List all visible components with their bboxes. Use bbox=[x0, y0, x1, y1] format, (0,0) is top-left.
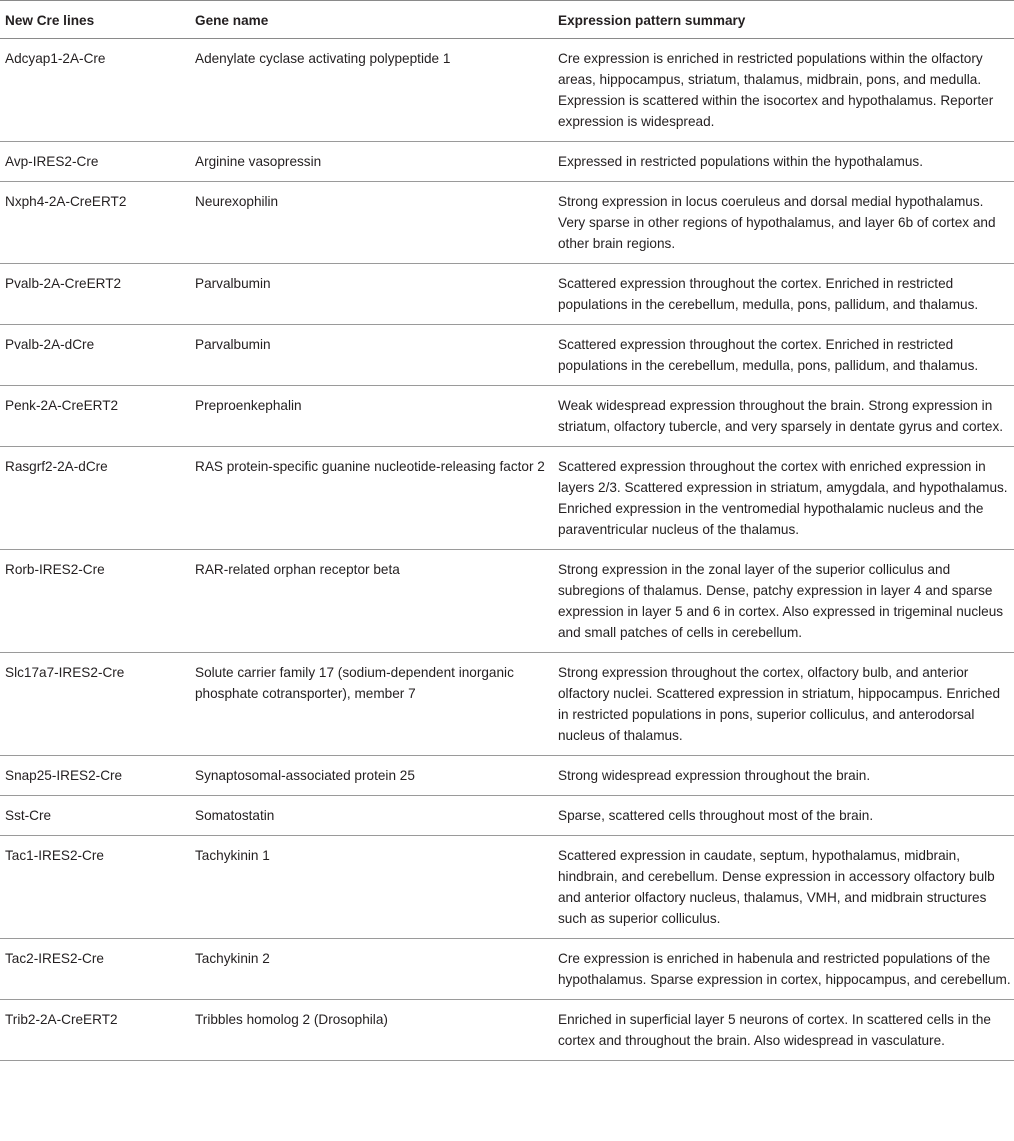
cell-expression-summary: Strong widespread expression throughout the brain. bbox=[553, 756, 1014, 796]
table-row bbox=[0, 939, 1014, 1000]
cell-cre-line: Avp-IRES2-Cre bbox=[0, 142, 190, 182]
cell-expression-summary: Scattered expression throughout the cortex. Enriched in restricted populations in the cerebellum, medulla, pons, pallidum, and thalamus. bbox=[553, 325, 1014, 386]
cell-gene-name: RAS protein-specific guanine nucleotide-releasing factor 2 bbox=[190, 447, 553, 550]
table-row bbox=[0, 447, 1014, 550]
cell-gene-name: Somatostatin bbox=[190, 796, 553, 836]
table-row bbox=[0, 325, 1014, 386]
header-expression-summary: Expression pattern summary bbox=[553, 1, 1014, 39]
table-row bbox=[0, 836, 1014, 939]
header-row bbox=[0, 1, 1014, 39]
cell-gene-name: Solute carrier family 17 (sodium-dependent inorganic phosphate cotransporter), member 7 bbox=[190, 653, 553, 756]
cell-expression-summary: Cre expression is enriched in restricted populations within the olfactory areas, hippocampus, striatum, thalamus, midbrain, pons, and medulla. Expression is scattered within the isocortex and hypothalamus. Reporter expression is widespread. bbox=[553, 39, 1014, 142]
table-row bbox=[0, 142, 1014, 182]
cell-expression-summary: Strong expression in locus coeruleus and dorsal medial hypothalamus. Very sparse in other regions of hypothalamus, and layer 6b of cortex and other brain regions. bbox=[553, 182, 1014, 264]
cell-expression-summary: Strong expression in the zonal layer of the superior colliculus and subregions of thalamus. Dense, patchy expression in layer 4 and sparse expression in layer 5 and 6 in cortex. Also expressed in trigeminal nucleus and small patches of cells in cerebellum. bbox=[553, 550, 1014, 653]
cell-gene-name: Tachykinin 2 bbox=[190, 939, 553, 1000]
table-header bbox=[0, 1, 1014, 39]
cell-gene-name: Neurexophilin bbox=[190, 182, 553, 264]
cell-gene-name: Tribbles homolog 2 (Drosophila) bbox=[190, 1000, 553, 1061]
cell-gene-name: Parvalbumin bbox=[190, 325, 553, 386]
cell-gene-name: Adenylate cyclase activating polypeptide 1 bbox=[190, 39, 553, 142]
table-row bbox=[0, 653, 1014, 756]
table-body bbox=[0, 39, 1014, 1061]
header-cre-line: New Cre lines bbox=[0, 1, 190, 39]
table-row bbox=[0, 264, 1014, 325]
header-gene-name: Gene name bbox=[190, 1, 553, 39]
cell-expression-summary: Cre expression is enriched in habenula and restricted populations of the hypothalamus. Sparse expression in cortex, hippocampus, and cerebellum. bbox=[553, 939, 1014, 1000]
cell-expression-summary: Scattered expression in caudate, septum, hypothalamus, midbrain, hindbrain, and cerebellum. Dense expression in accessory olfactory bulb and anterior olfactory nucleus, thalamus, VMH, and midbrain structures such as superior colliculus. bbox=[553, 836, 1014, 939]
table-row bbox=[0, 39, 1014, 142]
cell-expression-summary: Weak widespread expression throughout the brain. Strong expression in striatum, olfactory tubercle, and very sparsely in dentate gyrus and cortex. bbox=[553, 386, 1014, 447]
cell-expression-summary: Scattered expression throughout the cortex. Enriched in restricted populations in the cerebellum, medulla, pons, pallidum, and thalamus. bbox=[553, 264, 1014, 325]
cell-gene-name: Arginine vasopressin bbox=[190, 142, 553, 182]
cell-expression-summary: Sparse, scattered cells throughout most of the brain. bbox=[553, 796, 1014, 836]
cell-cre-line: Nxph4-2A-CreERT2 bbox=[0, 182, 190, 264]
cell-cre-line: Pvalb-2A-CreERT2 bbox=[0, 264, 190, 325]
table-row bbox=[0, 796, 1014, 836]
cell-expression-summary: Expressed in restricted populations within the hypothalamus. bbox=[553, 142, 1014, 182]
cell-expression-summary: Enriched in superficial layer 5 neurons of cortex. In scattered cells in the cortex and throughout the brain. Also widespread in vasculature. bbox=[553, 1000, 1014, 1061]
table-row bbox=[0, 386, 1014, 447]
cell-expression-summary: Scattered expression throughout the cortex with enriched expression in layers 2/3. Scattered expression in striatum, amygdala, and hypothalamus. Enriched expression in the ventromedial hypothalamic nucleus and the paraventricular nucleus of the thalamus. bbox=[553, 447, 1014, 550]
table-row bbox=[0, 756, 1014, 796]
cell-expression-summary: Strong expression throughout the cortex, olfactory bulb, and anterior olfactory nuclei. Scattered expression in striatum, hippocampus. Enriched in restricted populations in pons, superior colliculus, and anterodorsal nucleus of thalamus. bbox=[553, 653, 1014, 756]
cell-cre-line: Snap25-IRES2-Cre bbox=[0, 756, 190, 796]
cell-cre-line: Adcyap1-2A-Cre bbox=[0, 39, 190, 142]
cell-cre-line: Penk-2A-CreERT2 bbox=[0, 386, 190, 447]
cell-gene-name: RAR-related orphan receptor beta bbox=[190, 550, 553, 653]
table-row bbox=[0, 550, 1014, 653]
cell-cre-line: Tac1-IRES2-Cre bbox=[0, 836, 190, 939]
cell-cre-line: Rasgrf2-2A-dCre bbox=[0, 447, 190, 550]
table-row bbox=[0, 1000, 1014, 1061]
cell-gene-name: Synaptosomal-associated protein 25 bbox=[190, 756, 553, 796]
cell-gene-name: Tachykinin 1 bbox=[190, 836, 553, 939]
cell-cre-line: Tac2-IRES2-Cre bbox=[0, 939, 190, 1000]
cell-cre-line: Pvalb-2A-dCre bbox=[0, 325, 190, 386]
cell-gene-name: Parvalbumin bbox=[190, 264, 553, 325]
cell-gene-name: Preproenkephalin bbox=[190, 386, 553, 447]
cell-cre-line: Trib2-2A-CreERT2 bbox=[0, 1000, 190, 1061]
cell-cre-line: Rorb-IRES2-Cre bbox=[0, 550, 190, 653]
table-row bbox=[0, 182, 1014, 264]
cell-cre-line: Slc17a7-IRES2-Cre bbox=[0, 653, 190, 756]
cell-cre-line: Sst-Cre bbox=[0, 796, 190, 836]
